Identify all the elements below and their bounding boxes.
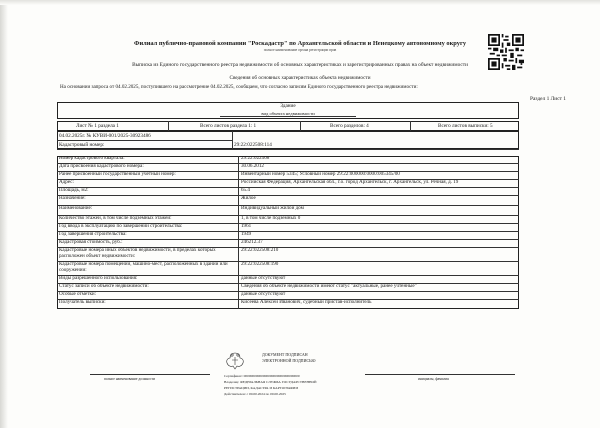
signature-validity: Действителен: с 00.00.2024 по 00.00.2025 (224, 392, 286, 396)
organization-note: полное наименование органа регистрации прав (263, 48, 337, 52)
row-value: Сведения об объекте недвижимости имеют статус "актуальные, ранее учтенные" (241, 284, 417, 289)
cadastral-number-value: 29:22:022508:114 (234, 142, 272, 148)
object-type-note: вид объекта недвижимости (261, 111, 315, 116)
row-label: Ранее присвоенный государственный учетный номер: (59, 172, 176, 177)
row-label: Год завершения строительства: (59, 232, 127, 237)
table-row (57, 292, 519, 300)
table-row (57, 180, 519, 188)
table-row (57, 276, 519, 284)
extract-title: Выписка из Единого государственного реестра недвижимости об основных характеристиках и зарегистрированных правах на объект недвижимости (132, 62, 468, 68)
row-label: Особые отметки: (59, 292, 97, 297)
sheet-info-divider-3 (410, 121, 411, 131)
position-line (90, 374, 210, 375)
row-label: Количество этажей, в том числе подземных этажей: (59, 216, 172, 221)
position-caption: полное наименование должности (104, 377, 156, 381)
row-label: Получатель выписки: (59, 300, 106, 305)
sheets-in-section: Всего листов раздела 1: 1 (200, 123, 257, 129)
table-row (57, 284, 519, 292)
table-row (57, 300, 519, 309)
row-value: 29:22:022508 (241, 156, 270, 161)
name-line (365, 374, 515, 375)
scan-edge-top (0, 0, 600, 5)
table-row (57, 240, 519, 248)
row-value: Российская Федерация, Архангельская обл., г.о. город Архангельск, г. Архангельск, ул. Речная, д. 19 (241, 180, 459, 185)
table-row (57, 262, 519, 276)
row-value: 30.06.2012 (241, 164, 264, 169)
coat-of-arms-icon (224, 350, 246, 372)
cadastral-number-label: Кадастровый номер: (59, 142, 105, 148)
extract-subtitle: Сведения об основных характеристиках объекта недвижимости (229, 75, 371, 81)
sheet-number: Лист № 1 раздела 1 (76, 123, 119, 129)
sheet-info-divider-2 (300, 121, 301, 131)
electronic-signature-stamp (222, 348, 352, 402)
signature-certificate: Сертификат: 00000000000000000000000000000000 (224, 374, 300, 378)
table-row (57, 248, 519, 262)
row-label: Виды разрешенного использования: (59, 276, 138, 281)
row-value: 1, в том числе подземных 0 (241, 216, 301, 221)
row-value: 29:22:022508:190 (241, 262, 279, 267)
row-value: Инвентарный номер 5345; Условный номер 29:22:000000:0000:005345/00 (241, 172, 400, 177)
table-row (57, 224, 519, 232)
document-id-divider (232, 131, 233, 149)
signature-owner: Владелец: ФЕДЕРАЛЬНАЯ СЛУЖБА ГОСУДАРСТВЕННОЙ (224, 380, 317, 384)
row-label: Дата присвоения кадастрового номера: (59, 164, 144, 169)
table-row (57, 196, 519, 206)
request-text: На основании запроса от 04.02.2025, поступившего на рассмотрение 04.02.2025, сообщаем, что согласно записям Единого государственного реестра недвижимости: (60, 84, 418, 90)
row-value: Жилое (241, 196, 256, 201)
row-label: Адрес: (59, 180, 74, 185)
row-label: Кадастровые номера помещений, машино-мест, расположенных в здании или сооружении: (59, 262, 228, 273)
row-value: данные отсутствуют (241, 292, 286, 297)
table-row (57, 156, 519, 164)
table-row (57, 188, 519, 196)
row-value: Кисеева Алексей Иванович, судебный пристав-исполнитель (241, 300, 372, 305)
signature-title: ДОКУМЕНТ ПОДПИСАН (262, 352, 308, 357)
total-sheets: Всего листов выписки: 5 (438, 123, 493, 129)
row-value: 246212.37 (241, 240, 263, 245)
row-label: Площадь, м2: (59, 188, 89, 193)
row-label: Статус записи об объекте недвижимости: (59, 284, 149, 289)
organization-name: Филиал публично-правовой компании "Роскадастр" по Архангельской области и Ненецкому автономному округу (133, 40, 467, 47)
row-label: Наименование: (59, 206, 93, 211)
row-value: 65.4 (241, 188, 250, 193)
row-label: Год ввода в эксплуатацию по завершении строительства: (59, 224, 183, 229)
document-number: 04.02.2025г. № КУВИ-001/2025-30923486 (59, 133, 151, 139)
row-value: 29:22:022508:210 (241, 248, 279, 253)
sheet-info-divider-1 (168, 121, 169, 131)
table-row (57, 206, 519, 216)
row-value: 1949 (241, 232, 252, 237)
row-value: Индивидуальный жилой дом (241, 206, 304, 211)
table-row (57, 232, 519, 240)
document-id-underline (57, 140, 232, 141)
row-label: Номер кадастрового квартала: (59, 156, 125, 161)
signature-subtitle: ЭЛЕКТРОННОЙ ПОДПИСЬЮ (262, 358, 316, 363)
row-value: данные отсутствуют (241, 276, 286, 281)
table-row (57, 172, 519, 180)
object-type: Здание (280, 103, 296, 109)
cadastral-underline (57, 149, 519, 150)
row-value: 1961 (241, 224, 252, 229)
signature-owner-cont: РЕГИСТРАЦИИ, КАДАСТРА И КАРТОГРАФИИ (224, 386, 298, 390)
row-label: Кадастровая стоимость, руб.: (59, 240, 123, 245)
table-row (57, 216, 519, 224)
section-position: Раздел 1 Лист 1 (530, 96, 566, 102)
row-label: Назначение: (59, 196, 86, 201)
table-row (57, 164, 519, 172)
total-sections: Всего разделов: 4 (330, 123, 369, 129)
row-label: Кадастровые номера иных объектов недвижимости, в пределах которых расположен объект недвижимости: (59, 248, 216, 259)
name-caption: инициалы, фамилия (418, 377, 449, 381)
